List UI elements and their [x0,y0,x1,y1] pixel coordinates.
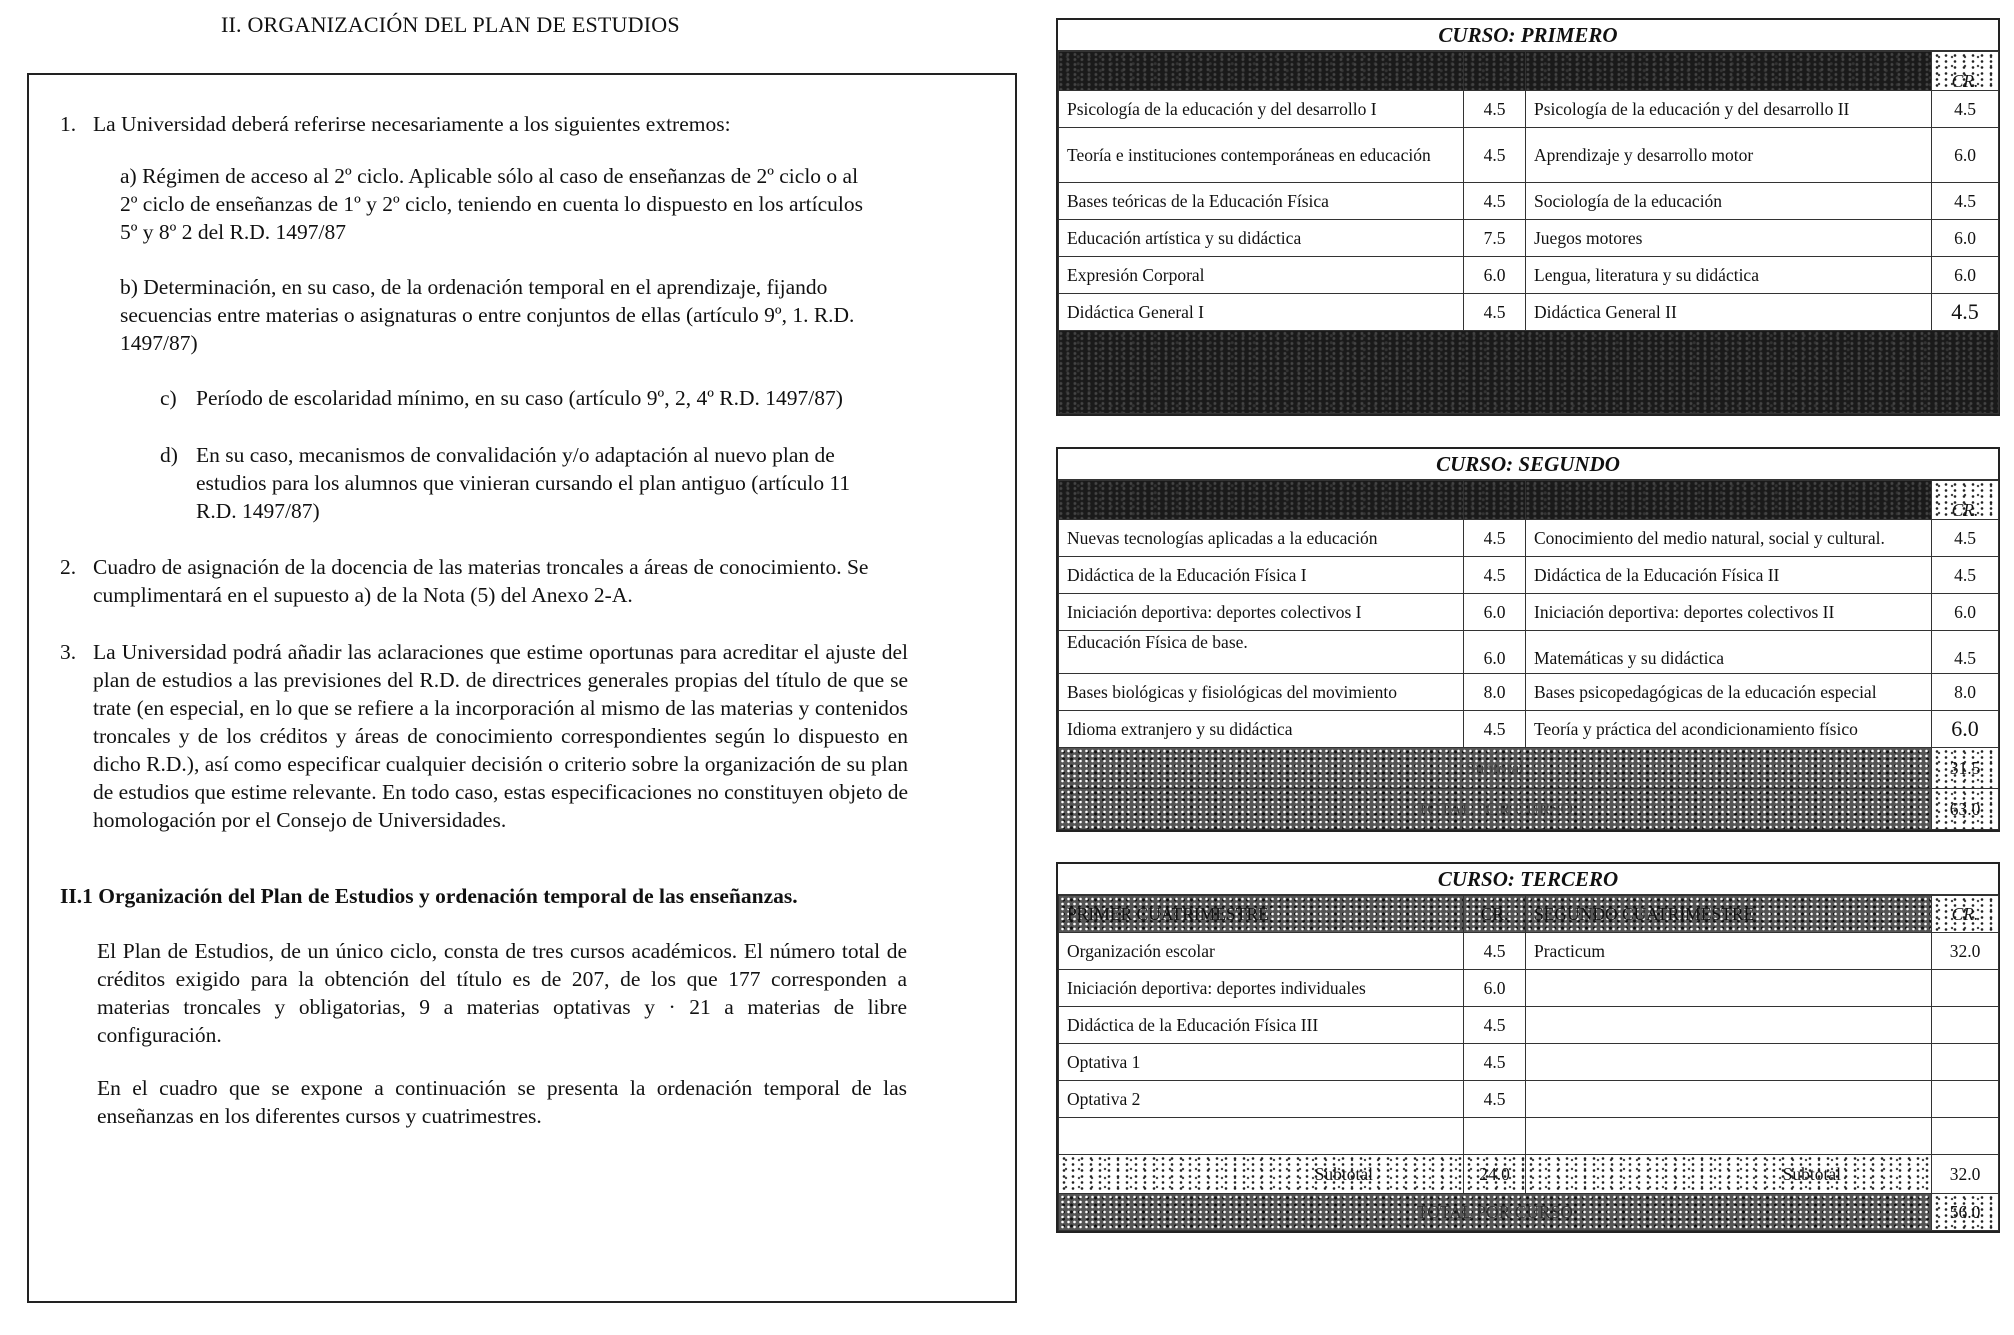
subtotal-label-right: Subtotal [1526,1155,1932,1194]
credit-cell [1932,1081,1999,1118]
credit-cell: 4.5 [1464,1081,1526,1118]
credit-cell [1932,970,1999,1007]
credit-cell: 6.0 [1932,257,1999,294]
credit-cell: 6.0 [1464,594,1526,631]
item-1-text: La Universidad deberá referirse necesariamente a los siguientes extremos: [93,112,731,136]
section-heading: II.1 Organización del Plan de Estudios y ordenación temporal de las enseñanzas. [60,884,798,908]
subject-cell: Didáctica General II [1526,294,1932,331]
credit-cell: 6.0 [1464,970,1526,1007]
subject-cell: Iniciación deportiva: deportes individuales [1059,970,1464,1007]
header-cr: CR. [1932,481,1999,520]
subject-cell: Iniciación deportiva: deportes colectivos I [1059,594,1464,631]
header-cell [1059,52,1464,91]
credit-cell [1932,1118,1999,1155]
credit-cell: 4.5 [1932,557,1999,594]
subject-cell: Optativa 2 [1059,1081,1464,1118]
subject-cell: Educación artística y su didáctica [1059,220,1464,257]
course-table-segundo [1056,447,2000,832]
subject-cell: Teoría y práctica del acondicionamiento físico [1526,711,1932,748]
item-1c-label: c) [160,386,177,410]
credit-cell: 4.5 [1464,520,1526,557]
header-cell: CR. [1464,896,1526,933]
item-3-number: 3. [60,640,77,664]
plan-paragraph-1: El Plan de Estudios, de un único ciclo, consta de tres cursos académicos. El número total de créditos exigido para la obtención del título es de 207, de los que 177 corresponden a materias troncales y obligatorias, 9 a materias optativas y · 21 a materias de libre configuración. [97,939,907,1047]
item-3-text: La Universidad podrá añadir las aclaraciones que estime oportunas para acreditar el ajuste del plan de estudios a las previsiones del R.D. de directrices generales propias del título de que se trate (en especial, en lo que se refiere a la incorporación al mismo de las materias y contenidos troncales y de los créditos y áreas de conocimiento correspondientes según lo dispuesto en dicho R.D.), así como especificar cualquier decisión o criterio sobre la organización de su plan de estudios que estime relevante. En todo caso, estas especificaciones no constituyen objeto de homologación por el Consejo de Universidades. [93,640,908,832]
item-2-text: Cuadro de asignación de la docencia de las materias troncales a áreas de conocimiento. Se cumplimentará en el supuesto a) de la Nota (5) del Anexo 2-A. [93,555,869,607]
subject-cell: Psicología de la educación y del desarrollo II [1526,91,1932,128]
credit-cell: 4.5 [1464,557,1526,594]
table-row [1059,594,1999,631]
obscured-totals [1059,331,1999,414]
total-label: TOTAL POR CURSO [1059,789,1932,830]
subject-cell: Didáctica de la Educación Física III [1059,1007,1464,1044]
credit-cell: 7.5 [1464,220,1526,257]
header-cell [1464,481,1526,520]
header-cell [1059,481,1464,520]
table-row [1059,557,1999,594]
subject-cell: Teoría e instituciones contemporáneas en educación [1059,128,1464,183]
course-grid-tercero [1058,895,1999,1231]
credit-cell: 4.5 [1464,711,1526,748]
table-row [1059,674,1999,711]
credit-cell: 6.0 [1464,257,1526,294]
credit-cell: 6.0 [1932,128,1999,183]
credit-cell: 4.5 [1932,183,1999,220]
course-grid-primero [1058,51,1999,414]
subject-cell: Didáctica de la Educación Física I [1059,557,1464,594]
subject-cell: Matemáticas y su didáctica [1526,631,1932,674]
header-cell: PRIMER CUATRIMESTRE [1059,896,1464,933]
table-row [1059,933,1999,970]
subject-cell: Organización escolar [1059,933,1464,970]
item-1d-label: d) [160,443,178,467]
credit-cell: 4.5 [1464,933,1526,970]
credit-cell: 8.0 [1932,674,1999,711]
credit-cell: 6.0 [1932,220,1999,257]
course-title-segundo: CURSO: SEGUNDO [1058,449,1998,480]
credit-cell: 4.5 [1464,294,1526,331]
total-value: 63.0 [1932,789,1999,830]
subject-cell [1059,1118,1464,1155]
credit-cell: 4.5 [1464,91,1526,128]
credit-cell: 4.5 [1464,1007,1526,1044]
subject-cell: Idioma extranjero y su didáctica [1059,711,1464,748]
item-1-number: 1. [60,112,77,136]
subtotal-value-right: 32.0 [1932,1155,1999,1194]
item-1b-text: b) Determinación, en su caso, de la ordenación temporal en el aprendizaje, fijando secuencias entre materias o asignaturas o entre conjuntos de ellas (artículo 9º, 1. R.D. 1497/87) [120,275,855,355]
credit-cell: 4.5 [1932,520,1999,557]
subject-cell: Didáctica General I [1059,294,1464,331]
credit-cell: 4.5 [1932,631,1999,674]
subtotal-label: Subtotal [1059,748,1932,789]
credit-cell: 4.5 [1464,1044,1526,1081]
course-title-tercero: CURSO: TERCERO [1058,864,1998,895]
credit-cell [1464,1118,1526,1155]
page-title: II. ORGANIZACIÓN DEL PLAN DE ESTUDIOS [221,12,680,37]
table-row [1059,220,1999,257]
credit-cell: 6.0 [1932,711,1999,748]
course-grid-segundo [1058,480,1999,830]
table-row [1059,183,1999,220]
plan-paragraph-2: En el cuadro que se expone a continuación se presenta la ordenación temporal de las enseñanzas en los diferentes cursos y cuatrimestres. [97,1076,907,1128]
credit-cell: 6.0 [1464,631,1526,674]
table-row [1059,631,1999,674]
credit-cell: 4.5 [1932,91,1999,128]
credit-cell: 6.0 [1932,594,1999,631]
header-cell [1526,481,1932,520]
header-cell: CR. [1932,896,1999,933]
item-2-number: 2. [60,555,77,579]
header-row [1059,896,1999,933]
header-cell [1526,52,1932,91]
header-row [1059,481,1999,520]
table-row [1059,970,1999,1007]
table-row [1059,91,1999,128]
subtotal-value: 31.5 [1932,748,1999,789]
subject-cell: Bases psicopedagógicas de la educación especial [1526,674,1932,711]
table-row [1059,1007,1999,1044]
total-row [1059,1194,1999,1231]
course-title-primero: CURSO: PRIMERO [1058,20,1998,51]
subject-cell: Conocimiento del medio natural, social y cultural. [1526,520,1932,557]
subject-cell [1526,1118,1932,1155]
header-cell [1464,52,1526,91]
subject-cell: Nuevas tecnologías aplicadas a la educación [1059,520,1464,557]
course-table-primero [1056,18,2000,416]
header-cr: CR. [1932,52,1999,91]
subtotal-row [1059,331,1999,414]
subject-cell: Educación Física de base. [1059,631,1464,674]
credit-cell: 4.5 [1464,128,1526,183]
credit-cell [1932,1007,1999,1044]
table-row [1059,257,1999,294]
table-row [1059,128,1999,183]
subject-cell: Juegos motores [1526,220,1932,257]
credit-cell [1932,1044,1999,1081]
table-row [1059,711,1999,748]
subject-cell [1526,1044,1932,1081]
header-row [1059,52,1999,91]
credit-cell: 8.0 [1464,674,1526,711]
subtotal-value-left: 24.0 [1464,1155,1526,1194]
subject-cell: Bases biológicas y fisiológicas del movimiento [1059,674,1464,711]
subject-cell: Lengua, literatura y su didáctica [1526,257,1932,294]
item-1c-text: Período de escolaridad mínimo, en su caso (artículo 9º, 2, 4º R.D. 1497/87) [196,386,843,410]
table-row [1059,1081,1999,1118]
credit-cell: 32.0 [1932,933,1999,970]
total-label: TOTAL POR CURSO [1059,1194,1932,1231]
credit-cell: 4.5 [1932,294,1999,331]
table-row [1059,520,1999,557]
subtotal-row [1059,748,1999,789]
subject-cell: Optativa 1 [1059,1044,1464,1081]
table-row [1059,1044,1999,1081]
table-row [1059,1118,1999,1155]
subject-cell: Sociología de la educación [1526,183,1932,220]
total-row [1059,789,1999,830]
subtotal-label-left: Subtotal [1059,1155,1464,1194]
subject-cell: Didáctica de la Educación Física II [1526,557,1932,594]
subject-cell: Practicum [1526,933,1932,970]
subject-cell [1526,970,1932,1007]
subject-cell: Expresión Corporal [1059,257,1464,294]
item-1a-text: a) Régimen de acceso al 2º ciclo. Aplicable sólo al caso de enseñanzas de 2º ciclo o al 2º ciclo de enseñanzas de 1º y 2º ciclo, teniendo en cuenta lo dispuesto en los artículos 5º y 8º 2 del R.D. 1497/87 [120,164,864,244]
subject-cell: Iniciación deportiva: deportes colectivos II [1526,594,1932,631]
subject-cell: Psicología de la educación y del desarrollo I [1059,91,1464,128]
subtotal-row [1059,1155,1999,1194]
total-value: 56.0 [1932,1194,1999,1231]
subject-cell: Bases teóricas de la Educación Física [1059,183,1464,220]
table-row [1059,294,1999,331]
course-table-tercero [1056,862,2000,1233]
subject-cell [1526,1007,1932,1044]
item-1d-text: En su caso, mecanismos de convalidación y/o adaptación al nuevo plan de estudios para los alumnos que vinieran cursando el plan antiguo (artículo 11 R.D. 1497/87) [196,443,851,523]
subject-cell: Aprendizaje y desarrollo motor [1526,128,1932,183]
header-cell: SEGUNDO CUATRIMESTRE [1526,896,1932,933]
credit-cell: 4.5 [1464,183,1526,220]
subject-cell [1526,1081,1932,1118]
